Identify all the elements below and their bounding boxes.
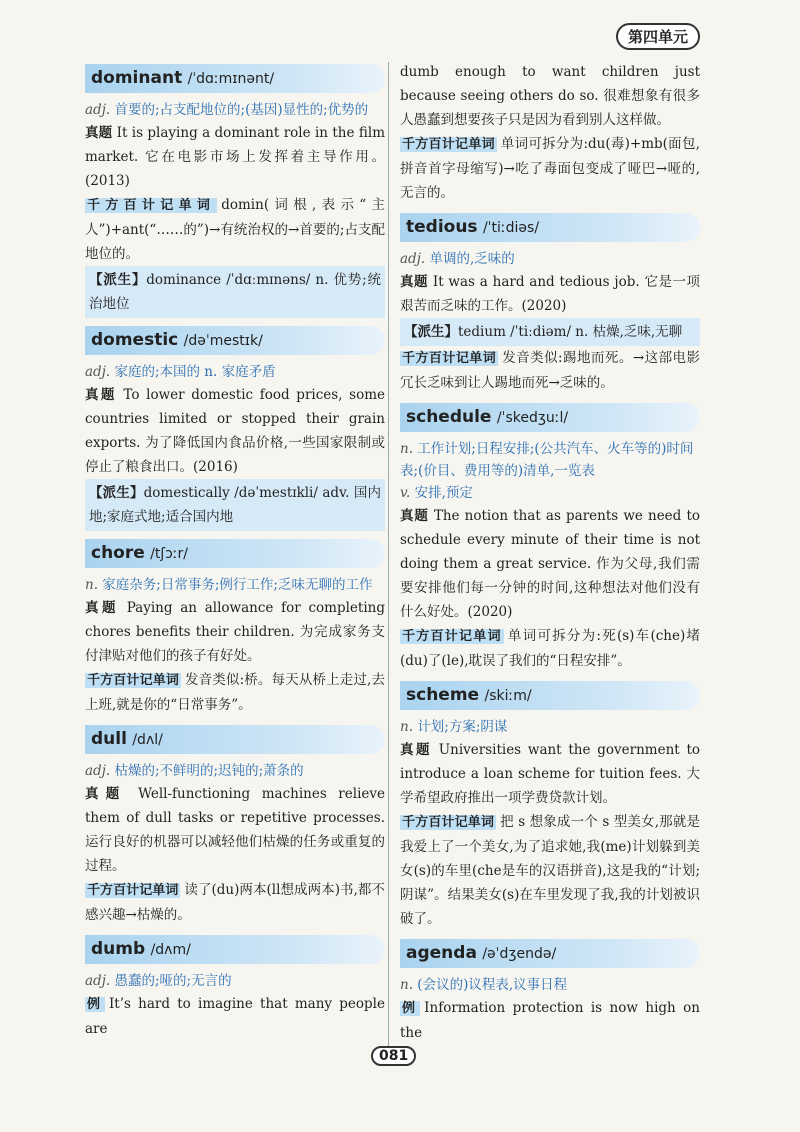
memory-tip: 千方百计记单词 单词可拆分为:死(s)车(che)堵(du)了(le),耽误了我们的“日程安排”。 [400,628,700,669]
entry-dominant [85,64,385,318]
headword: scheme [406,685,480,705]
phonetic: /dʌl/ [132,732,163,748]
column-divider [388,62,389,1062]
exam-sentence: 真题 It is playing a dominant role in the film market. 它在电影市场上发挥着主导作用。(2013) [85,125,386,189]
headword: chore [91,543,145,563]
headword: dominant [91,68,183,88]
headword: domestic [91,330,179,350]
exam-sentence: 真题 It was a hard and tedious job. 它是一项艰苦而乏味的工作。(2020) [400,274,700,314]
example-sentence: 例 It’s hard to imagine that many people are [85,996,385,1037]
memory-tip: 千方百计记单词 读了(du)两本(ll想成两本)书,都不感兴趣→枯燥的。 [85,882,385,923]
derivative: 【派生】dominance /ˈdɑːmɪnəns/ n. 优势;统治地位 [85,266,385,318]
headword: dumb [91,939,146,959]
memory-tip: 千方百计记单词 domin(词根,表示“主人”)+ant(“……的”)→有统治权的→首要的;占支配地位的。 [85,197,385,262]
entry-dull [85,725,385,927]
definition: n. 家庭杂务;日常事务;例行工作;乏味无聊的工作 [85,577,373,593]
derivative: 【派生】domestically /dəˈmestɪkli/ adv. 国内地;家庭式地;适合国内地 [85,479,385,531]
memory-tip: 千方百计记单词 单词可拆分为:du(毒)+mb(面包,拼音首字母缩写)→吃了毒面包变成了哑巴→哑的,无言的。 [400,136,700,201]
example-continued: dumb enough to want children just because seeing others do so. 很难想象有很多人愚蠢到想要孩子只是因为看到别人这样做。 [400,64,700,128]
entry-schedule [400,403,700,673]
headword-bar [85,539,385,568]
phonetic: /dəˈmestɪk/ [183,333,263,349]
entry-dumb [85,935,385,1041]
definition: n. 计划;方案;阴谋 [400,719,508,735]
entry-tedious [400,213,700,395]
phonetic: /tʃɔːr/ [150,546,188,562]
phonetic: /ˈdɑːmɪnənt/ [187,71,275,87]
headword: schedule [406,407,492,427]
memory-tip: 千方百计记单词 发音类似:桥。每天从桥上走过,去上班,就是你的“日常事务”。 [85,672,385,713]
definition: n. 工作计划;日程安排;(公共汽车、火车等的)时间表;(价目、费用等的)清单,一览表 [400,441,694,479]
headword-bar [85,326,385,355]
exam-sentence: 真题 Paying an allowance for completing chores benefits their children. 为完成家务支付津贴对他们的孩子有好处。 [85,600,385,664]
phonetic: /dʌm/ [150,942,191,958]
entry-agenda [400,939,700,1045]
headword-bar [85,725,385,754]
entry-chore [85,539,385,717]
exam-sentence: 真题 The notion that as parents we need to schedule every minute of their time is not doing them a great service. 作为父母,我们需要安排他们每一分钟的时间,这种想法对他们没有什么好处。(2020) [400,508,701,620]
headword-bar [85,64,385,93]
memory-tip: 千方百计记单词 发音类似:踢地而死。→这部电影冗长乏味到让人踢地而死→乏味的。 [400,350,700,391]
phonetic: /ˈtiːdiəs/ [482,220,540,236]
headword-bar [400,681,700,710]
memory-tip: 千方百计记单词 把 s 想象成一个 s 型美女,那就是我爱上了一个美女,为了追求她,我(me)计划躲到美女(s)的车里(che是车的汉语拼音),这是我的“计划;阴谋”。结果美女(s)在车里发现了我,我的计划被识破了。 [400,814,700,927]
left-column [85,60,385,1049]
right-column [400,60,700,1053]
definition: adj. 愚蠢的;哑的;无言的 [85,973,232,989]
definition: n. (会议的)议程表,议事日程 [400,977,568,993]
derivative: 【派生】tedium /ˈtiːdiəm/ n. 枯燥,乏味,无聊 [400,318,700,346]
exam-sentence: 真题 Well-functioning machines relieve them of dull tasks or repetitive processes. 运行良好的机器可以减轻他们枯燥的任务或重复的过程。 [85,786,385,874]
headword-bar [400,403,700,432]
exam-sentence: 真题 To lower domestic food prices, some countries limited or stopped their grain exports. 为了降低国内食品价格,一些国家限制或停止了粮食出口。(2016) [85,387,385,475]
example-sentence: 例 Information protection is now high on the [400,1000,700,1041]
entry-scheme [400,681,700,931]
entry-domestic [85,326,385,531]
unit-badge: 第四单元 [616,23,700,50]
definition-verb: v. 安排,预定 [400,485,473,501]
exam-sentence: 真题 Universities want the government to introduce a loan scheme for tuition fees. 大学希望政府推出一项学费贷款计划。 [400,742,701,806]
headword-bar [400,213,700,242]
phonetic: /skiːm/ [484,688,532,704]
headword: agenda [406,943,477,963]
headword: tedious [406,217,478,237]
entry-dumb-continued [400,60,700,205]
headword-bar [85,935,385,964]
definition: adj. 枯燥的;不鲜明的;迟钝的;萧条的 [85,763,304,779]
headword: dull [91,729,127,749]
definition: adj. 家庭的;本国的 n. 家庭矛盾 [85,364,276,380]
phonetic: /əˈdʒendə/ [482,946,557,962]
definition: adj. 首要的;占支配地位的;(基因)显性的;优势的 [85,102,369,118]
definition: adj. 单调的,乏味的 [400,251,515,267]
phonetic: /ˈskedʒuːl/ [496,410,569,426]
headword-bar [400,939,700,968]
page-number: 081 [371,1046,416,1066]
